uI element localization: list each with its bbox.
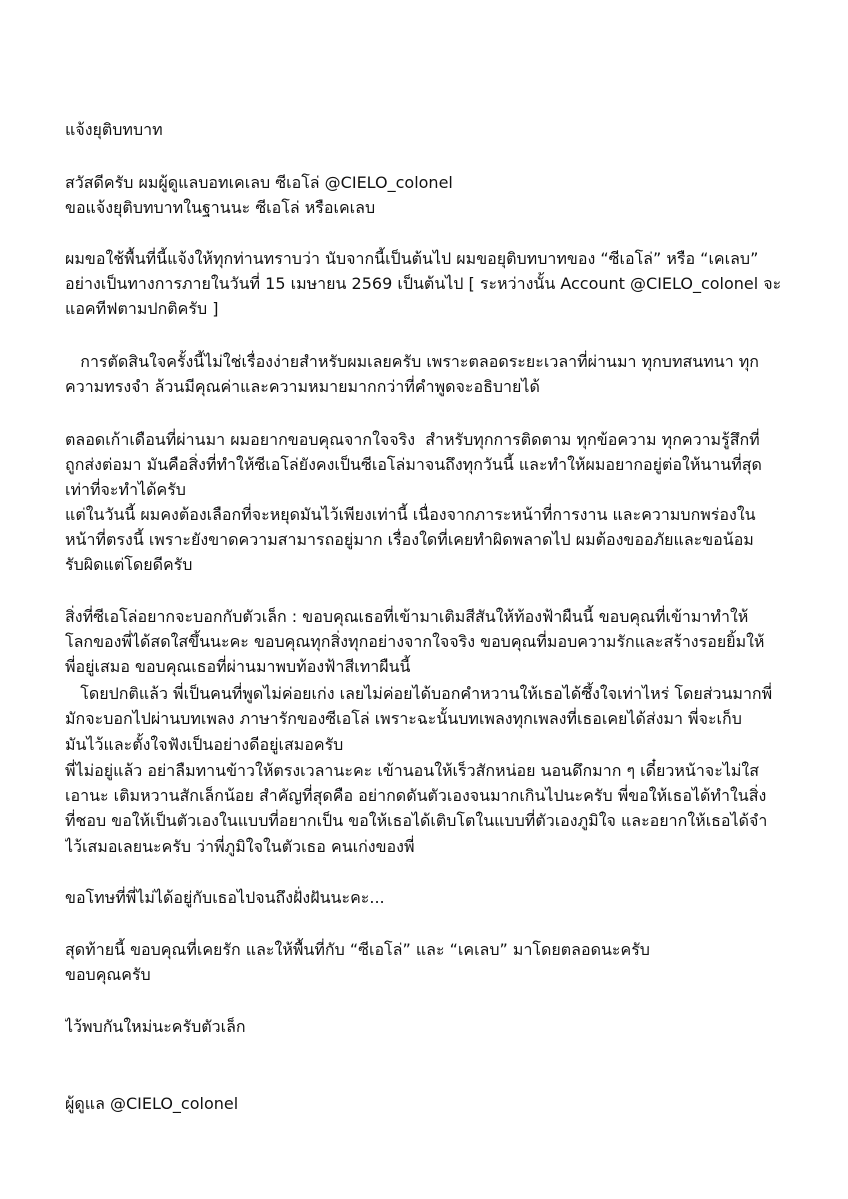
message-line: โดยปกติแล้ว พี่เป็นคนที่พูดไม่ค่อยเก่ง เลยไม่ค่อยได้บอกคำหวานให้เธอได้ซึ้งใจเท่าไหร่ โดยส่วนมากพี่ [65,684,773,703]
message-line: โลกของพี่ได้สดใสขึ้นนะคะ ขอบคุณทุกสิ่งทุกอย่างจากใจจริง ขอบคุณที่มอบความรักและสร้างรอยยิ้มให้ [65,632,765,651]
gratitude-line: ถูกส่งต่อมา มันคือสิ่งที่ทำให้ซีเอโล่ยังคงเป็นซีเอโล่มาจนถึงทุกวันนี้ และทำให้ผมอยากอยู่ต่อให้นานที่สุด [65,455,762,474]
message-line: มักจะบอกไปผ่านบทเพลง ภาษารักของซีเอโล่ เพราะฉะนั้นบทเพลงทุกเพลงที่เธอเคยได้ส่งมา พี่จะเก็บ [65,709,742,728]
announcement-line: แอคทีฟตามปกติครับ ] [65,299,219,318]
apology-line: ขอโทษที่พี่ไม่ได้อยู่กับเธอไปจนถึงฝั่งฝันนะคะ... [65,888,385,907]
gratitude-line: แต่ในวันนี้ ผมคงต้องเลือกที่จะหยุดมันไว้เพียงเท่านี้ เนื่องจากภาระหน้าที่การงาน และความบกพร่องใน [65,505,756,524]
message-line: มันไว้และตั้งใจฟังเป็นอย่างดีอยู่เสมอครับ [65,735,344,754]
greeting-line: ขอแจ้งยุติบทบาทในฐานนะ ซีเอโล่ หรือเคเลบ [65,198,376,217]
gratitude-line: หน้าที่ตรงนี้ เพราะยังขาดความสามารถอยู่มาก เรื่องใดที่เคยทำผิดพลาดไป ผมต้องขออภัยและขอน้อม [65,530,754,549]
decision-line: ความทรงจำ ล้วนมีคุณค่าและความหมายมากกว่าที่คำพูดจะอธิบายได้ [65,377,540,396]
closing-line: สุดท้ายนี้ ขอบคุณที่เคยรัก และให้พื้นที่กับ “ซีเอโล่” และ “เคเลบ” มาโดยตลอดนะครับ [65,940,650,959]
message-line: ไว้เสมอเลยนะครับ ว่าพี่ภูมิใจในตัวเธอ คนเก่งของพี่ [65,837,415,856]
gratitude-line: รับผิดแต่โดยดีครับ [65,555,193,574]
announcement-line: ผมขอใช้พื้นที่นี้แจ้งให้ทุกท่านทราบว่า นับจากนี้เป็นต้นไป ผมขอยุติบทบาทของ “ซีเอโล่” หรือ “เคเลบ” [65,249,759,268]
greeting-line: สวัสดีครับ ผมผู้ดูแลบอทเคเลบ ซีเอโล่ @CIELO_colonel [65,173,453,192]
farewell-line: ไว้พบกันใหม่นะครับตัวเล็ก [65,1017,246,1036]
gratitude-line: ตลอดเก้าเดือนที่ผ่านมา ผมอยากขอบคุณจากใจจริง สำหรับทุกการติดตาม ทุกข้อความ ทุกความรู้สึกที่ [65,430,760,449]
message-line: ที่ชอบ ขอให้เป็นตัวเองในแบบที่อยากเป็น ขอให้เธอได้เติบโตในแบบที่ตัวเองภูมิใจ และอยากให้เธอได้จำ [65,811,768,830]
gratitude-line: เท่าที่จะทำได้ครับ [65,480,186,499]
message-line: เอานะ เติมหวานสักเล็กน้อย สำคัญที่สุดคือ อย่ากดดันตัวเองจนมากเกินไปนะครับ พี่ขอให้เธอได้ทำในสิ่ง [65,786,767,805]
signature: ผู้ดูแล @CIELO_colonel [65,1094,239,1113]
message-line: พี่ไม่อยู่แล้ว อย่าลืมทานข้าวให้ตรงเวลานะคะ เข้านอนให้เร็วสักหน่อย นอนดึกมาก ๆ เดี๋ยวหน้าจะไม่ใส [65,761,759,780]
letter-title: แจ้งยุติบทบาท [65,120,163,139]
decision-line: การตัดสินใจครั้งนี้ไม่ใช่เรื่องง่ายสำหรับผมเลยครับ เพราะตลอดระยะเวลาที่ผ่านมา ทุกบทสนทนา ทุก [65,352,759,371]
message-line: พี่อยู่เสมอ ขอบคุณเธอที่ผ่านมาพบท้องฟ้าสีเทาผืนนี้ [65,657,411,676]
message-line: สิ่งที่ซีเอโล่อยากจะบอกกับตัวเล็ก : ขอบคุณเธอที่เข้ามาเติมสีสันให้ท้องฟ้าผืนนี้ ขอบคุณที่เข้ามาทำให้ [65,607,749,626]
closing-line: ขอบคุณครับ [65,965,151,984]
announcement-line: อย่างเป็นทางการภายในวันที่ 15 เมษายน 2569 เป็นต้นไป [ ระหว่างนั้น Account @CIELO_colonel จะ [65,274,782,293]
